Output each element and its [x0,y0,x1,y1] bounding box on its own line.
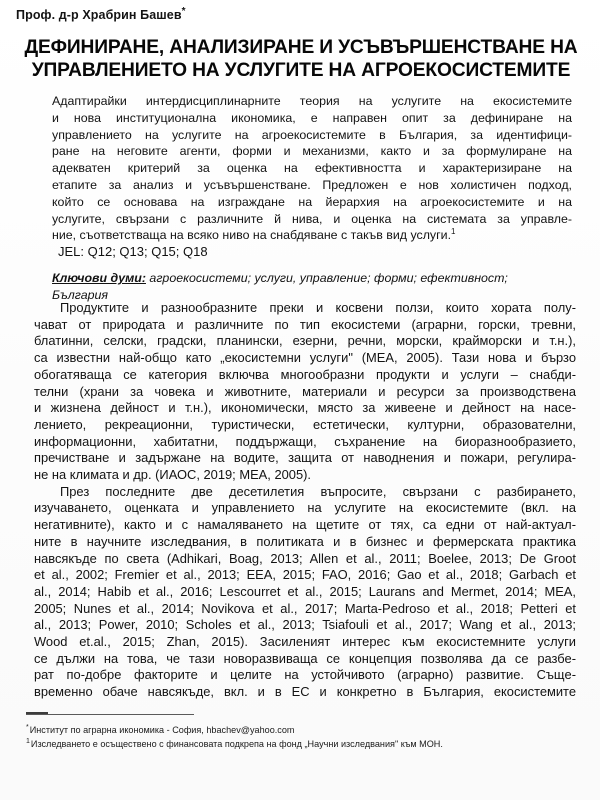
footnote-text: Институт по аграрна икономика - София, hbachev@yahoo.com [29,725,295,736]
abstract-line: Адаптирайки интердисциплинарните теория на услугите на екосистемите [52,94,572,108]
body-line: През последните две десетилетия въпросите, свързани с разбирането, [60,483,576,499]
abstract-footnote-marker: 1 [451,227,456,237]
abstract [52,93,572,244]
body-line: изучаването, оценката и управлението на услугите на екосистемите (вкл. на [34,500,576,516]
footnote-separator [26,714,194,715]
keywords-first-line [52,270,578,287]
footnotes [26,723,586,751]
paragraph-1 [34,300,576,484]
body-line: ните в научните изследвания, в политиката и в бизнес и фермерската практика [34,533,576,549]
body-line: не на климата и др. (ИАОС, 2019; МЕА, 2005). [34,467,311,483]
jel-codes: JEL: Q12; Q13; Q15; Q18 [58,244,208,259]
body-line: Wood et.al., 2015; Zhan, 2015). Засиленият интерес към екосистемните услуги [34,634,576,650]
title-line-1: ДЕФИНИРАНЕ, АНАЛИЗИРАНЕ И УСЪВЪРШЕНСТВАНЕ НА [24,37,578,58]
body-line: негативните), както и с намаляването на щетите от тях, са едни от най-актуал- [34,517,576,533]
body-line: лението, рекреационни, туристически, естетически, културни, образователни, [34,416,576,432]
keywords [52,270,578,303]
abstract-line: адекватен критерий за оценка на ефективността и характеризиране на [52,161,572,176]
page-title [16,36,586,83]
body-line: се дължи на това, че тази новоразвиваща се концепция позволява да се разбе- [34,650,576,666]
title-line-2: УПРАВЛЕНИЕТО НА УСЛУГИТЕ НА АГРОЕКОСИСТЕМИТЕ [31,60,571,82]
footnote-marker: * [26,724,29,731]
abstract-line: етапите за анализ и усъвършенстване. Предложен е нов холистичен подход, [52,177,572,192]
author-name: Проф. д-р Храбрин Башев [16,8,182,23]
body-line: et al., 2002; Fremier et al., 2013; EEA, 2015; FAO, 2016; Gao et al., 2018; Garbach et [34,567,576,583]
body-line: телни (храни за човека и животните, материали и ресурси за производствена [34,383,576,399]
abstract-line-text: ние, съответстваща на всяко ниво на снабдяване с такъв вид услуги. [52,228,452,243]
author-footnote-marker: * [181,6,186,17]
body-line: информационни, хабитатни, поддържащи, съхранение на биоразнообразието, [34,433,576,449]
body-line: 2005; Nunes et al., 2014; Novikova et al., 2017; Marta-Pedroso et al., 2018; Petteri et [34,600,576,616]
body-line: са известни най-общо като „екосистемни услуги" (МЕА, 2005). Тази нова и бързо [34,350,576,366]
body-line: навсякъде по света (Adhikari, Boag, 2013; Allen et al., 2011; Boelee, 2013; De Groot [34,550,576,566]
body-line: блатинни, селски, градски, планински, езерни, речни, морски, крайморски и т.н.), [34,333,576,349]
abstract-line: и нова институционална икономика, е направен опит за дефиниране на [52,110,572,125]
body-text [34,300,576,701]
body-line: обогатяваща се категория включва многообразни продукти и услуги – снабди- [34,366,576,382]
body-line: рат по-добре факторите и целите на устойчивото (аграрно) развитие. Същe- [34,667,576,683]
abstract-line: услугите, свързани с различните й нива, и оценка на системата за управле- [52,211,572,226]
footnote-item [26,723,586,737]
body-line: чават от природата и различните по тип екосистеми (аграрни, горски, тревни, [34,316,576,332]
body-line: Продуктите и разнообразните преки и косвени ползи, които хората полу- [60,300,576,315]
keywords-label: Ключови думи: [52,271,146,285]
author-line [16,6,584,22]
body-line: пречистване и задържане на водите, защита от наводнения и пожари, регулира- [34,450,576,466]
body-line: al., 2013; Power, 2010; Scholes et al., 2013; Tsiafouli et al., 2017; Wang et al., 2013; [34,617,576,633]
keywords-second-line: България [52,287,109,302]
footnote-marker: 1 [26,738,30,746]
body-line: и жизнена дейност и т.н.), икономически, място за живеене и дейност на насе- [34,400,576,416]
footnote-text: Изследването е осъществено с финансовата подкрепа на фонд „Научни изследвания" към МОН. [30,739,443,750]
abstract-line [52,227,572,244]
keywords-values: агроекосистеми; услуги, управление; форми; ефективност; [149,271,508,285]
abstract-line: управлението на услугите на агроекосистемите в България, за идентифици- [52,127,572,142]
abstract-line: ране на неговите агенти, форми и механизми, както и за формулиране на [52,144,572,159]
footnote-item [26,737,586,751]
body-line: временно обаче навсякъде, вкл. и в ЕС и конкретно в България, екосистемите [34,684,576,700]
body-line: al., 2014; Habib et al., 2016; Lescourret et al., 2015; Laurans and Mermet, 2014; MEA, [34,583,576,599]
paragraph-2 [34,484,576,701]
abstract-line: който се основава на изграждане на йерархия на агроекосистемите и на [52,194,572,209]
